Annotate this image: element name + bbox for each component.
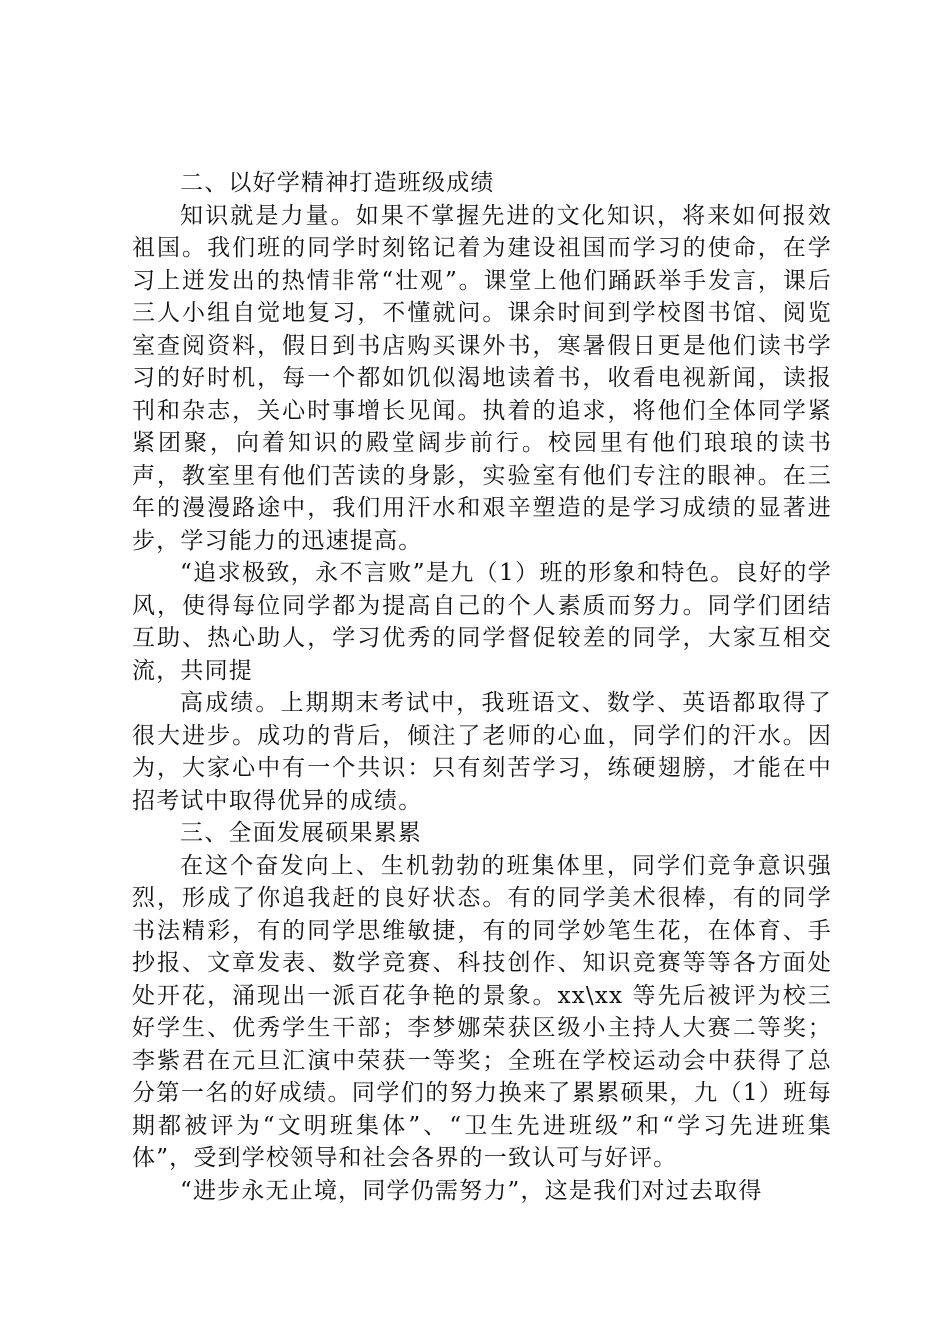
document-body [132, 167, 832, 1207]
section-heading-three: 三、全面发展硕果累累 [180, 820, 422, 846]
paragraph-class-spirit: “追求极致，永不言败”是九（1）班的形象和特色。良好的学风，使得每位同学都为提高自己的个人素质而努力。同学们团结互助、热心助人，学习优秀的同学督促较差的同学，大家互相交流，共同提 [132, 560, 832, 684]
paragraph-exam-results: 高成绩。上期期末考试中，我班语文、数学、英语都取得了很大进步。成功的背后，倾注了老师的心血，同学们的汗水。因为，大家心中有一个共识：只有刻苦学习，练硬翅膀，才能在中招考试中取得优异的成绩。 [132, 690, 832, 814]
paragraph-progress: “进步永无止境，同学仍需努力”，这是我们对过去取得 [180, 1177, 763, 1204]
paragraph-knowledge-is-power: 知识就是力量。如果不掌握先进的文化知识，将来如何报效祖国。我们班的同学时刻铭记着为建设祖国而学习的使命，在学习上迸发出的热情非常“壮观”。课堂上他们踊跃举手发言，课后三人小组自觉地复习，不懂就问。课余时间到学校图书馆、阅览室查阅资料，假日到书店购买课外书，寒暑假日更是他们读书学习的好时机，每一个都如饥似渴地读着书，收看电视新闻，读报刊和杂志，关心时事增长见闻。执着的追求，将他们全体同学紧紧团聚，向着知识的殿堂阔步前行。校园里有他们琅琅的读书声，教室里有他们苦读的身影，实验室有他们专注的眼神。在三年的漫漫路途中，我们用汗水和艰辛塑造的是学习成绩的显著进步，学习能力的迅速提高。 [132, 202, 832, 554]
section-heading-two: 二、以好学精神打造班级成绩 [180, 170, 495, 196]
paragraph-achievements: 在这个奋发向上、生机勃勃的班集体里，同学们竞争意识强烈，形成了你追我赶的良好状态。有的同学美术很棒，有的同学书法精彩，有的同学思维敏捷，有的同学妙笔生花，在体育、手抄报、文章发表、数学竞赛、科技创作、知识竞赛等等各方面处处开花，涌现出一派百花争艳的景象。xx\xx 等先后被评为校三好学生、优秀学生干部；李梦娜荣获区级小主持人大赛二等奖；李紫君在元旦汇演中荣获一等奖；全班在学校运动会中获得了总分第一名的好成绩。同学们的努力换来了累累硕果，九（1）班每期都被评为“文明班集体”、“卫生先进班级”和“学习先进班集体”，受到学校领导和社会各界的一致认可与好评。 [132, 852, 832, 1171]
